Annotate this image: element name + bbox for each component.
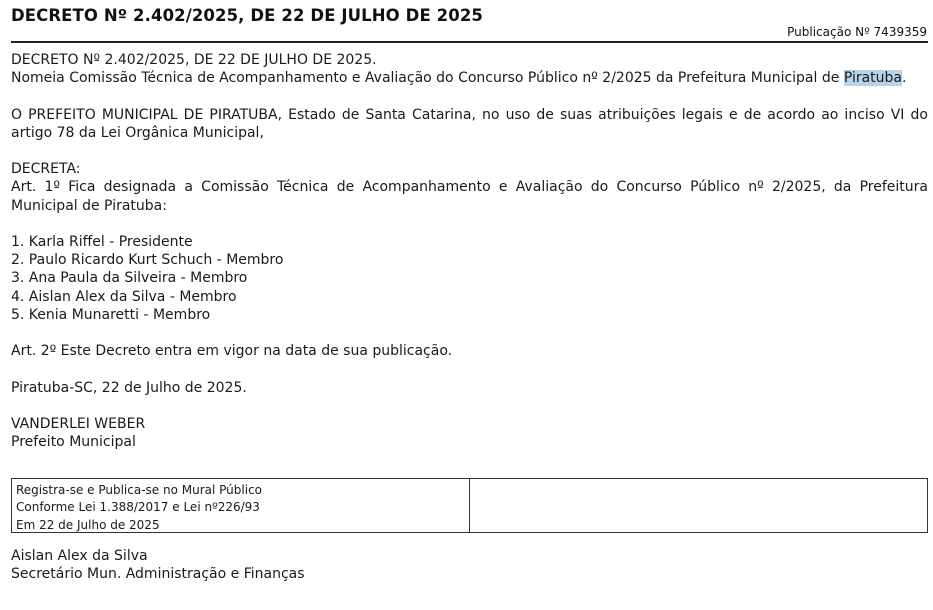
decree-summary xyxy=(11,69,928,87)
page-title: DECRETO Nº 2.402/2025, DE 22 DE JULHO DE 2025 xyxy=(11,6,483,25)
list-item: 3. Ana Paula da Silveira - Membro xyxy=(11,270,248,287)
secretary-name: Aislan Alex da Silva xyxy=(11,548,148,564)
summary-end: . xyxy=(902,70,907,87)
decree-body xyxy=(11,51,928,451)
registration-line: Conforme Lei 1.388/2017 e Lei nº226/93 xyxy=(16,500,260,515)
publication-number: Publicação Nº 7439359 xyxy=(787,25,927,39)
secretary-title: Secretário Mun. Administração e Finanças xyxy=(11,566,305,583)
spacer xyxy=(11,142,928,160)
highlighted-text[interactable]: Piratuba xyxy=(843,70,902,87)
secretary-signature xyxy=(11,547,305,583)
article-2: Art. 2º Este Decreto entra em vigor na data de sua publicação. xyxy=(11,343,453,360)
summary-text: Nomeia Comissão Técnica de Acompanhamento e Avaliação do Concurso Público nº 2/2025 da Prefeitura Municipal de xyxy=(11,70,844,87)
member-list xyxy=(11,233,928,324)
list-item: 5. Kenia Munaretti - Membro xyxy=(11,306,211,323)
spacer xyxy=(11,324,928,342)
list-item: 4. Aislan Alex da Silva - Membro xyxy=(11,288,237,305)
registration-line: Em 22 de Julho de 2025 xyxy=(16,517,160,532)
header-divider xyxy=(11,41,928,43)
spacer xyxy=(11,397,928,415)
decree-line: DECRETO Nº 2.402/2025, DE 22 DE JULHO DE 2025. xyxy=(11,52,377,68)
article-1: Art. 1º Fica designada a Comissão Técnica de Acompanhamento e Avaliação do Concurso Público nº 2/2025, da Prefeitura Municipal de Piratuba: xyxy=(11,179,928,214)
list-item: 1. Karla Riffel - Presidente xyxy=(11,233,193,250)
preamble-paragraph: O PREFEITO MUNICIPAL DE PIRATUBA, Estado de Santa Catarina, no uso de suas atribuições legais e de acordo ao inciso VI do artigo 78 da Lei Orgânica Municipal, xyxy=(11,106,928,141)
list-item: 2. Paulo Ricardo Kurt Schuch - Membro xyxy=(11,252,284,269)
registration-cell xyxy=(12,479,470,532)
signer-title: Prefeito Municipal xyxy=(11,434,136,451)
registration-line: Registra-se e Publica-se no Mural Público xyxy=(16,483,263,497)
spacer xyxy=(11,215,928,233)
registration-table xyxy=(11,478,928,533)
signer-name: VANDERLEI WEBER xyxy=(11,415,146,432)
place-date: Piratuba-SC, 22 de Julho de 2025. xyxy=(11,379,247,396)
spacer xyxy=(11,87,928,105)
empty-cell xyxy=(470,479,927,532)
decreta-heading: DECRETA: xyxy=(11,161,81,178)
spacer xyxy=(11,360,928,378)
